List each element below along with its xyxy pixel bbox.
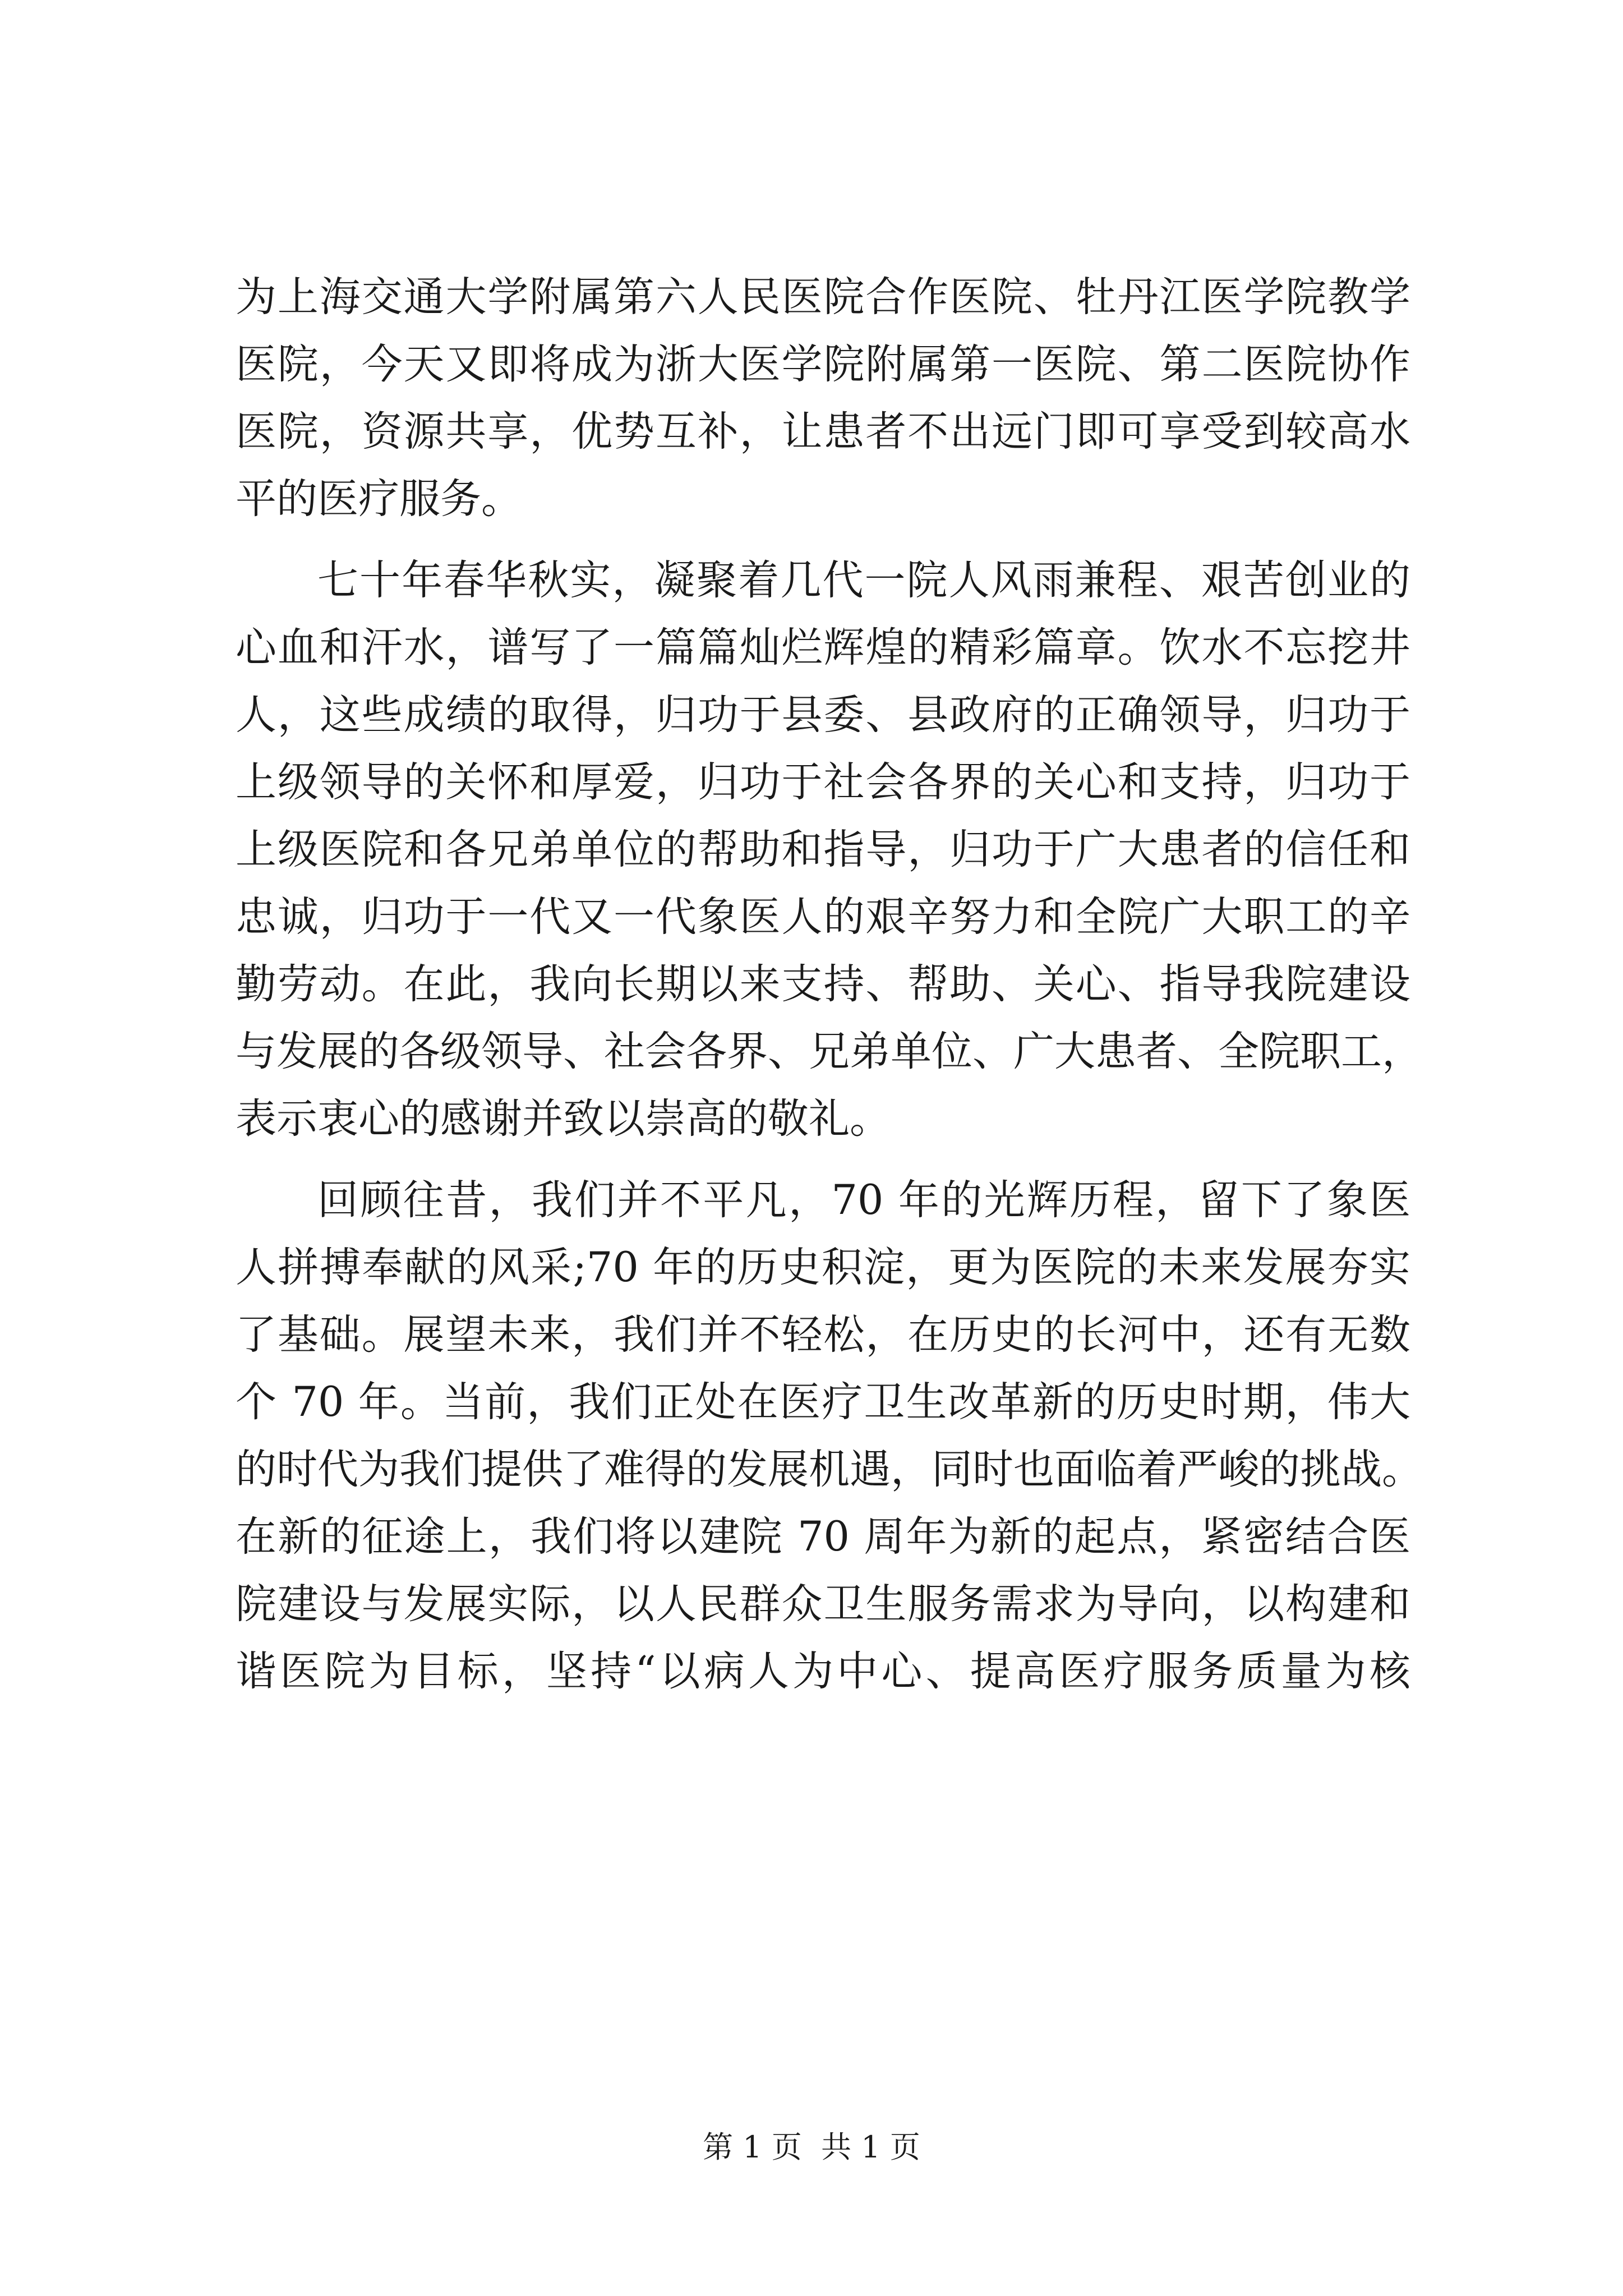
text-line: 回顾往昔，我们并不平凡，70 年的光辉历程，留下了象医	[317, 1176, 1410, 1224]
text-line: 为上海交通大学附属第六人民医院合作医院、牡丹江医学院教学	[236, 273, 1410, 321]
text-line: 与发展的各级领导、社会各界、兄弟单位、广大患者、全院职工，	[236, 1028, 1423, 1075]
text-line: 勤劳动。在此，我向长期以来支持、帮助、关心、指导我院建设	[236, 960, 1410, 1008]
text-line: 了基础。展望未来，我们并不轻松，在历史的长河中，还有无数	[236, 1311, 1410, 1359]
text-line: 上级医院和各兄弟单位的帮助和指导，归功于广大患者的信任和	[236, 826, 1410, 873]
text-line: 忠诚，归功于一代又一代象医人的艰辛努力和全院广大职工的辛	[236, 893, 1410, 941]
text-line: 上级领导的关怀和厚爱，归功于社会各界的关心和支持，归功于	[236, 758, 1410, 806]
text-line: 个 70 年。当前，我们正处在医疗卫生改革新的历史时期，伟大	[236, 1378, 1410, 1426]
paragraph-2	[236, 547, 1423, 1153]
text-line: 七十年春华秋实，凝聚着几代一院人风雨兼程、艰苦创业的	[317, 556, 1410, 604]
paragraph-3	[236, 1167, 1423, 1705]
text-line: 谐医院为目标，坚持“以病人为中心、提高医疗服务质量为核	[236, 1648, 1410, 1695]
text-line: 院建设与发展实际，以人民群众卫生服务需求为导向，以构建和	[236, 1580, 1410, 1628]
document-body	[236, 264, 1423, 1705]
text-line: 人拼搏奉献的风采;70 年的历史积淀，更为医院的未来发展夯实	[236, 1244, 1410, 1291]
text-line: 医院，今天又即将成为浙大医学院附属第一医院、第二医院协作	[236, 341, 1410, 388]
text-line: 心血和汗水，谱写了一篇篇灿烂辉煌的精彩篇章。饮水不忘挖井	[236, 624, 1410, 671]
text-line: 医院，资源共享，优势互补，让患者不出远门即可享受到较高水	[236, 408, 1410, 455]
text-line: 表示衷心的感谢并致以崇高的敬礼。	[236, 1095, 891, 1143]
paragraph-1	[236, 264, 1410, 533]
text-line: 平的医疗服务。	[236, 475, 522, 523]
text-line: 的时代为我们提供了难得的发展机遇，同时也面临着严峻的挑战。	[236, 1446, 1423, 1493]
text-line: 人，这些成绩的取得，归功于县委、县政府的正确领导，归功于	[236, 691, 1410, 739]
text-line: 在新的征途上，我们将以建院 70 周年为新的起点，紧密结合医	[236, 1513, 1410, 1561]
page-footer: 第 1 页 共 1 页	[703, 2129, 920, 2165]
